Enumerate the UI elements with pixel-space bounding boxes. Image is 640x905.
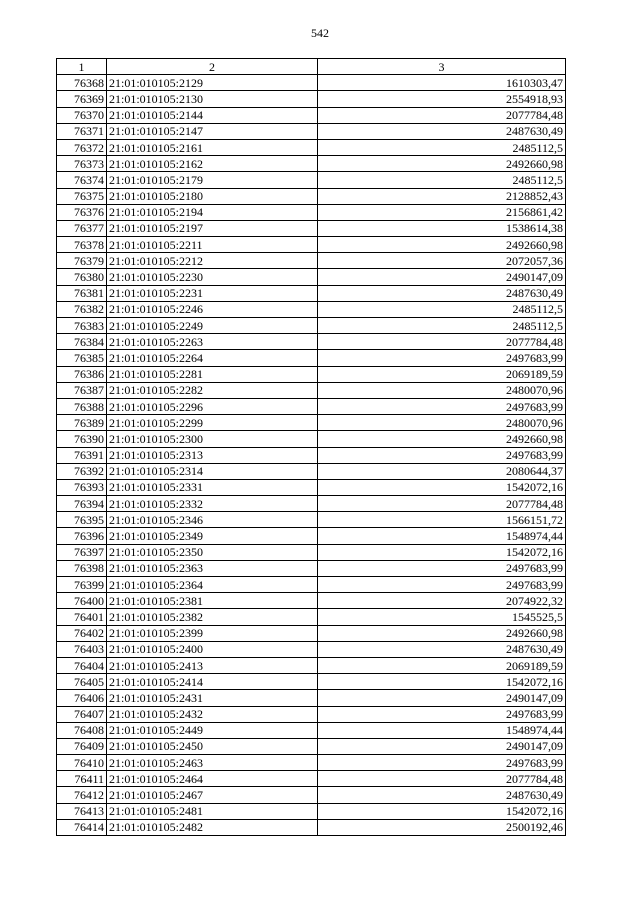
cadastral-number: 21:01:010105:2194 — [107, 204, 318, 220]
value-cell: 2077784,48 — [318, 771, 566, 787]
cadastral-number: 21:01:010105:2450 — [107, 738, 318, 754]
value-cell: 2077784,48 — [318, 334, 566, 350]
cadastral-number: 21:01:010105:2399 — [107, 625, 318, 641]
row-number: 76381 — [57, 285, 107, 301]
cadastral-number: 21:01:010105:2449 — [107, 722, 318, 738]
row-number: 76375 — [57, 188, 107, 204]
value-cell: 1538614,38 — [318, 220, 566, 236]
table-row — [57, 706, 566, 722]
table-row — [57, 722, 566, 738]
table-row — [57, 819, 566, 835]
cadastral-number: 21:01:010105:2246 — [107, 301, 318, 317]
value-cell: 2500192,46 — [318, 819, 566, 835]
row-number: 76392 — [57, 463, 107, 479]
value-cell: 2069189,59 — [318, 366, 566, 382]
table-row — [57, 690, 566, 706]
row-number: 76373 — [57, 156, 107, 172]
table-row — [57, 350, 566, 366]
row-number: 76397 — [57, 544, 107, 560]
table-row — [57, 253, 566, 269]
value-cell: 2074922,32 — [318, 593, 566, 609]
cadastral-number: 21:01:010105:2413 — [107, 657, 318, 673]
cadastral-number: 21:01:010105:2381 — [107, 593, 318, 609]
table-row — [57, 415, 566, 431]
row-number: 76399 — [57, 577, 107, 593]
cadastral-number: 21:01:010105:2212 — [107, 253, 318, 269]
value-cell: 1542072,16 — [318, 479, 566, 495]
row-number: 76376 — [57, 204, 107, 220]
row-number: 76386 — [57, 366, 107, 382]
cadastral-number: 21:01:010105:2363 — [107, 560, 318, 576]
row-number: 76408 — [57, 722, 107, 738]
table-row — [57, 220, 566, 236]
row-number: 76374 — [57, 172, 107, 188]
table-row — [57, 398, 566, 414]
row-number: 76405 — [57, 674, 107, 690]
table-row — [57, 577, 566, 593]
cadastral-number: 21:01:010105:2130 — [107, 91, 318, 107]
cadastral-number: 21:01:010105:2144 — [107, 107, 318, 123]
value-cell: 2069189,59 — [318, 657, 566, 673]
value-cell: 2497683,99 — [318, 577, 566, 593]
value-cell: 2490147,09 — [318, 269, 566, 285]
cadastral-number: 21:01:010105:2197 — [107, 220, 318, 236]
row-number: 76403 — [57, 641, 107, 657]
row-number: 76384 — [57, 334, 107, 350]
table-row — [57, 755, 566, 771]
cadastral-number: 21:01:010105:2180 — [107, 188, 318, 204]
table-row — [57, 447, 566, 463]
cadastral-number: 21:01:010105:2482 — [107, 819, 318, 835]
row-number: 76393 — [57, 479, 107, 495]
cadastral-number: 21:01:010105:2300 — [107, 431, 318, 447]
table-row — [57, 139, 566, 155]
cadastral-number: 21:01:010105:2331 — [107, 479, 318, 495]
page-number: 542 — [311, 26, 329, 40]
table-row — [57, 512, 566, 528]
cadastral-number: 21:01:010105:2161 — [107, 139, 318, 155]
row-number: 76385 — [57, 350, 107, 366]
column-header-1: 1 — [57, 59, 107, 75]
cadastral-number: 21:01:010105:2249 — [107, 318, 318, 334]
value-cell: 2480070,96 — [318, 415, 566, 431]
table-row — [57, 301, 566, 317]
table-row — [57, 738, 566, 754]
value-cell: 1548974,44 — [318, 528, 566, 544]
table-row — [57, 593, 566, 609]
row-number: 76383 — [57, 318, 107, 334]
row-number: 76401 — [57, 609, 107, 625]
row-number: 76370 — [57, 107, 107, 123]
table-row — [57, 75, 566, 91]
value-cell: 2072057,36 — [318, 253, 566, 269]
row-number: 76372 — [57, 139, 107, 155]
table-row — [57, 609, 566, 625]
row-number: 76413 — [57, 803, 107, 819]
table-row — [57, 431, 566, 447]
cadastral-number: 21:01:010105:2463 — [107, 755, 318, 771]
value-cell: 2485112,5 — [318, 301, 566, 317]
value-cell: 2492660,98 — [318, 156, 566, 172]
cadastral-number: 21:01:010105:2464 — [107, 771, 318, 787]
table-row — [57, 269, 566, 285]
value-cell: 2497683,99 — [318, 706, 566, 722]
table-row — [57, 123, 566, 139]
cadastral-number: 21:01:010105:2179 — [107, 172, 318, 188]
value-cell: 2497683,99 — [318, 398, 566, 414]
table-row — [57, 188, 566, 204]
value-cell: 2490147,09 — [318, 690, 566, 706]
row-number: 76389 — [57, 415, 107, 431]
cadastral-number: 21:01:010105:2313 — [107, 447, 318, 463]
row-number: 76409 — [57, 738, 107, 754]
row-number: 76387 — [57, 382, 107, 398]
value-cell: 2487630,49 — [318, 123, 566, 139]
cadastral-number: 21:01:010105:2296 — [107, 398, 318, 414]
row-number: 76388 — [57, 398, 107, 414]
value-cell: 2487630,49 — [318, 787, 566, 803]
row-number: 76407 — [57, 706, 107, 722]
table-row — [57, 625, 566, 641]
cadastral-number: 21:01:010105:2264 — [107, 350, 318, 366]
row-number: 76412 — [57, 787, 107, 803]
cadastral-number: 21:01:010105:2162 — [107, 156, 318, 172]
value-cell: 2485112,5 — [318, 318, 566, 334]
value-cell: 2490147,09 — [318, 738, 566, 754]
row-number: 76377 — [57, 220, 107, 236]
table-row — [57, 463, 566, 479]
value-cell: 2492660,98 — [318, 625, 566, 641]
value-cell: 2480070,96 — [318, 382, 566, 398]
table-row — [57, 560, 566, 576]
cadastral-number: 21:01:010105:2364 — [107, 577, 318, 593]
value-cell: 2492660,98 — [318, 431, 566, 447]
cadastral-number: 21:01:010105:2431 — [107, 690, 318, 706]
value-cell: 1545525,5 — [318, 609, 566, 625]
cadastral-number: 21:01:010105:2432 — [107, 706, 318, 722]
table-row — [57, 803, 566, 819]
row-number: 76382 — [57, 301, 107, 317]
row-number: 76371 — [57, 123, 107, 139]
value-cell: 2077784,48 — [318, 496, 566, 512]
table-row — [57, 156, 566, 172]
row-number: 76394 — [57, 496, 107, 512]
row-number: 76402 — [57, 625, 107, 641]
cadastral-number: 21:01:010105:2400 — [107, 641, 318, 657]
table-row — [57, 334, 566, 350]
cadastral-number: 21:01:010105:2314 — [107, 463, 318, 479]
value-cell: 2497683,99 — [318, 447, 566, 463]
value-cell: 2077784,48 — [318, 107, 566, 123]
table-row — [57, 496, 566, 512]
value-cell: 2128852,43 — [318, 188, 566, 204]
cadastral-number: 21:01:010105:2382 — [107, 609, 318, 625]
table-row — [57, 366, 566, 382]
row-number: 76380 — [57, 269, 107, 285]
table-row — [57, 674, 566, 690]
value-cell: 2485112,5 — [318, 139, 566, 155]
table-row — [57, 771, 566, 787]
table-row — [57, 172, 566, 188]
cadastral-number: 21:01:010105:2231 — [107, 285, 318, 301]
row-number: 76411 — [57, 771, 107, 787]
cadastral-number: 21:01:010105:2147 — [107, 123, 318, 139]
value-cell: 1548974,44 — [318, 722, 566, 738]
value-cell: 2497683,99 — [318, 560, 566, 576]
table-row — [57, 107, 566, 123]
row-number: 76390 — [57, 431, 107, 447]
table-row — [57, 657, 566, 673]
table-row — [57, 237, 566, 253]
value-cell: 2554918,93 — [318, 91, 566, 107]
value-cell: 2497683,99 — [318, 350, 566, 366]
value-cell: 1566151,72 — [318, 512, 566, 528]
value-cell: 2492660,98 — [318, 237, 566, 253]
cadastral-number: 21:01:010105:2346 — [107, 512, 318, 528]
column-header-2: 2 — [107, 59, 318, 75]
row-number: 76369 — [57, 91, 107, 107]
table-row — [57, 318, 566, 334]
table-row — [57, 528, 566, 544]
table-row — [57, 544, 566, 560]
cadastral-number: 21:01:010105:2481 — [107, 803, 318, 819]
value-cell: 1542072,16 — [318, 544, 566, 560]
cadastral-number: 21:01:010105:2414 — [107, 674, 318, 690]
value-cell: 2080644,37 — [318, 463, 566, 479]
row-number: 76398 — [57, 560, 107, 576]
row-number: 76406 — [57, 690, 107, 706]
table-row — [57, 91, 566, 107]
row-number: 76404 — [57, 657, 107, 673]
value-cell: 2487630,49 — [318, 285, 566, 301]
value-cell: 2156861,42 — [318, 204, 566, 220]
row-number: 76379 — [57, 253, 107, 269]
row-number: 76396 — [57, 528, 107, 544]
cadastral-number: 21:01:010105:2282 — [107, 382, 318, 398]
column-header-3: 3 — [318, 59, 566, 75]
cadastral-number: 21:01:010105:2129 — [107, 75, 318, 91]
table-body — [57, 75, 566, 836]
value-cell: 1542072,16 — [318, 803, 566, 819]
row-number: 76400 — [57, 593, 107, 609]
value-cell: 1610303,47 — [318, 75, 566, 91]
row-number: 76378 — [57, 237, 107, 253]
cadastral-number: 21:01:010105:2211 — [107, 237, 318, 253]
value-cell: 2485112,5 — [318, 172, 566, 188]
cadastral-number: 21:01:010105:2230 — [107, 269, 318, 285]
data-table — [56, 58, 566, 836]
table-row — [57, 285, 566, 301]
cadastral-number: 21:01:010105:2299 — [107, 415, 318, 431]
row-number: 76368 — [57, 75, 107, 91]
cadastral-number: 21:01:010105:2350 — [107, 544, 318, 560]
table-row — [57, 787, 566, 803]
table-row — [57, 641, 566, 657]
cadastral-number: 21:01:010105:2349 — [107, 528, 318, 544]
table-row — [57, 479, 566, 495]
row-number: 76410 — [57, 755, 107, 771]
table-row — [57, 382, 566, 398]
cadastral-number: 21:01:010105:2263 — [107, 334, 318, 350]
value-cell: 2487630,49 — [318, 641, 566, 657]
cadastral-number: 21:01:010105:2467 — [107, 787, 318, 803]
cadastral-number: 21:01:010105:2332 — [107, 496, 318, 512]
row-number: 76395 — [57, 512, 107, 528]
value-cell: 1542072,16 — [318, 674, 566, 690]
value-cell: 2497683,99 — [318, 755, 566, 771]
table-row — [57, 204, 566, 220]
row-number: 76391 — [57, 447, 107, 463]
header-row — [57, 59, 566, 75]
cadastral-number: 21:01:010105:2281 — [107, 366, 318, 382]
row-number: 76414 — [57, 819, 107, 835]
